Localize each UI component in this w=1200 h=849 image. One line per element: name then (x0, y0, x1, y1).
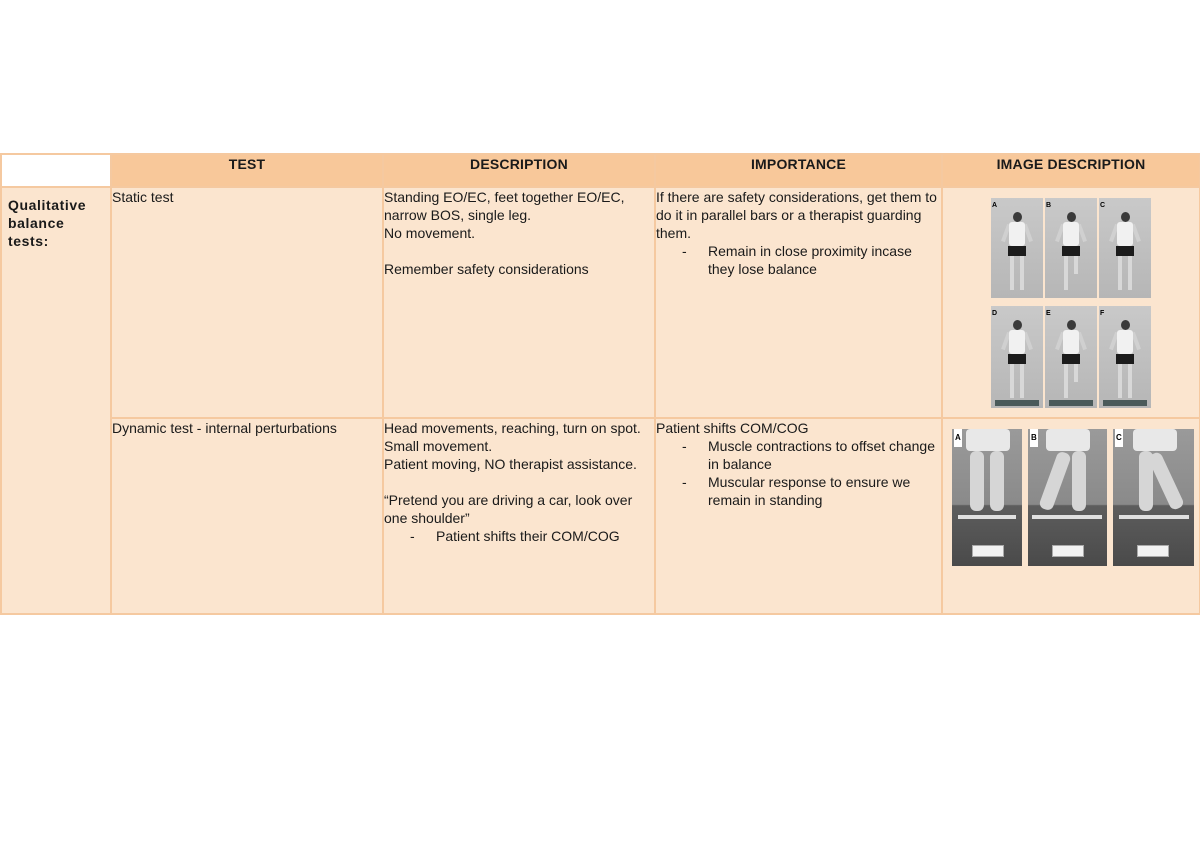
dynamic-description-cell (383, 418, 655, 614)
balance-tests-table (0, 153, 1200, 615)
static-importance-intro: If there are safety considerations, get them to do it in parallel bars or a therapist guarding them. (656, 189, 937, 241)
dynamic-desc-line-1: Head movements, reaching, turn on spot. (384, 420, 641, 436)
dynamic-photo-b: B (1028, 429, 1107, 566)
dynamic-desc-line-2: Small movement. (384, 438, 493, 454)
static-description-cell (383, 187, 655, 418)
side-label (1, 187, 111, 614)
photo-c: C (1099, 198, 1151, 298)
header-blank-cell (1, 154, 111, 187)
photo-f: F (1099, 306, 1151, 408)
static-test-name-cell (111, 187, 383, 418)
header-description: DESCRIPTION (383, 154, 655, 187)
photo-e: E (1045, 306, 1097, 408)
dynamic-photo-c: C (1113, 429, 1194, 566)
dynamic-importance-bullet-1: - Muscle contractions to offset change in balance (706, 437, 941, 473)
table-row-dynamic (1, 418, 1200, 614)
static-test-name: Static test (112, 189, 174, 205)
header-image-description: IMAGE DESCRIPTION (942, 154, 1200, 187)
static-desc-line-2: No movement. (384, 225, 476, 241)
static-desc-line-3: Remember safety considerations (384, 261, 589, 277)
static-importance-list (656, 242, 941, 278)
dynamic-importance-intro: Patient shifts COM/COG (656, 420, 809, 436)
dynamic-test-name: Dynamic test - internal perturbations (112, 420, 337, 436)
table-row-static (1, 187, 1200, 418)
static-importance-bullet-1: - Remain in close proximity incase they lose balance (706, 242, 941, 278)
dynamic-test-name-cell (111, 418, 383, 614)
dynamic-importance-cell (655, 418, 942, 614)
dynamic-image-cell (942, 418, 1200, 614)
photo-d: D (991, 306, 1043, 408)
static-test-photo-grid (991, 198, 1151, 408)
dynamic-desc-line-3: Patient moving, NO therapist assistance. (384, 456, 637, 472)
dynamic-importance-bullet-2: - Muscular response to ensure we remain in standing (706, 473, 941, 509)
side-label-text: Qualitative balance tests: (8, 197, 87, 249)
dynamic-importance-list (656, 437, 941, 509)
dynamic-test-photos (952, 429, 1194, 566)
dynamic-desc-list (384, 527, 654, 545)
header-row (1, 154, 1200, 187)
dynamic-desc-bullet-1: - Patient shifts their COM/COG (434, 527, 654, 545)
static-desc-line-1: Standing EO/EC, feet together EO/EC, narrow BOS, single leg. (384, 189, 625, 223)
header-test: TEST (111, 154, 383, 187)
photo-a: A (991, 198, 1043, 298)
dynamic-photo-a: A (952, 429, 1022, 566)
dynamic-desc-line-4: “Pretend you are driving a car, look over one shoulder” (384, 492, 633, 526)
header-importance: IMPORTANCE (655, 154, 942, 187)
static-importance-cell (655, 187, 942, 418)
photo-b: B (1045, 198, 1097, 298)
static-image-cell (942, 187, 1200, 418)
